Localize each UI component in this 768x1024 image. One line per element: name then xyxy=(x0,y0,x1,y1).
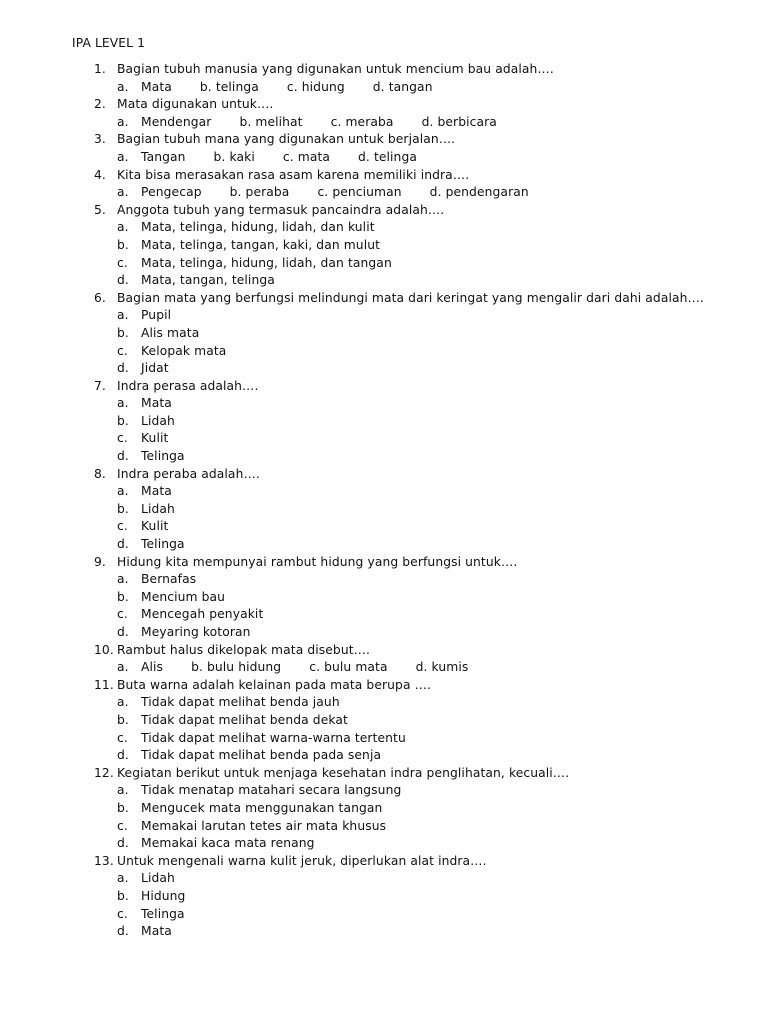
question-text: Indra perasa adalah…. xyxy=(117,378,259,393)
question-line xyxy=(0,290,768,308)
question-number: 9. xyxy=(94,554,106,569)
question-item xyxy=(0,677,768,765)
question-text: Buta warna adalah kelainan pada mata berupa …. xyxy=(117,677,431,692)
question-item xyxy=(0,765,768,853)
option-letter: b. xyxy=(117,501,129,516)
option-text: Alis xyxy=(141,660,164,675)
question-text: Bagian mata yang berfungsi melindungi mata dari keringat yang mengalir dari dahi adalah…. xyxy=(117,290,704,305)
option-text: Telinga xyxy=(141,449,185,464)
option-item xyxy=(0,307,768,325)
question-number: 12. xyxy=(94,765,114,780)
option-letter: b. xyxy=(117,888,129,903)
option-item: c. hidung xyxy=(286,79,345,94)
option-item xyxy=(0,571,768,589)
question-text: Rambut halus dikelopak mata disebut…. xyxy=(117,642,371,657)
question-number: 5. xyxy=(94,202,106,217)
option-item xyxy=(0,360,768,378)
option-item xyxy=(0,589,768,607)
option-letter: d. xyxy=(117,748,129,763)
option-item xyxy=(117,149,186,167)
option-letter: c. xyxy=(117,818,128,833)
option-item xyxy=(117,114,211,132)
option-item xyxy=(117,184,202,202)
option-item xyxy=(0,237,768,255)
option-item xyxy=(0,272,768,290)
question-text: Bagian tubuh mana yang digunakan untuk berjalan…. xyxy=(117,132,456,147)
inline-options xyxy=(117,79,433,97)
question-line xyxy=(0,202,768,220)
option-text: Kulit xyxy=(141,431,169,446)
option-item xyxy=(0,255,768,273)
option-item xyxy=(0,483,768,501)
inline-options xyxy=(117,114,497,132)
option-text: Pengecap xyxy=(141,185,202,200)
option-item xyxy=(0,747,768,765)
option-letter: a. xyxy=(117,308,129,323)
option-item: d. tangan xyxy=(372,79,433,94)
option-item: b. telinga xyxy=(199,79,259,94)
question-text: Kita bisa merasakan rasa asam karena memiliki indra…. xyxy=(117,167,470,182)
option-text: Kulit xyxy=(141,519,169,534)
option-text: Meyaring kotoran xyxy=(141,625,251,639)
option-text: Memakai larutan tetes air mata khusus xyxy=(141,818,387,833)
option-letter: a. xyxy=(117,484,129,499)
option-letter: a. xyxy=(117,695,129,710)
question-line xyxy=(0,96,768,114)
option-letter: a. xyxy=(117,871,129,886)
option-item xyxy=(0,395,768,413)
option-letter: d. xyxy=(117,273,129,288)
question-number: 13. xyxy=(94,853,114,868)
option-letter: b. xyxy=(117,589,129,604)
inline-options xyxy=(117,659,468,677)
options-inline-line xyxy=(0,659,768,677)
question-line xyxy=(0,466,768,484)
option-text: Bernafas xyxy=(141,572,197,587)
option-item: d. berbicara xyxy=(421,114,497,129)
option-letter: c. xyxy=(117,607,128,622)
option-text: Mata, telinga, hidung, lidah, dan kulit xyxy=(141,220,375,235)
question-text: Bagian tubuh manusia yang digunakan untuk mencium bau adalah…. xyxy=(117,62,554,76)
option-text: Mendengar xyxy=(141,114,212,129)
question-item xyxy=(0,378,768,466)
option-item xyxy=(0,624,768,642)
option-item xyxy=(0,219,768,237)
question-number: 2. xyxy=(94,97,106,112)
question-list xyxy=(0,61,768,941)
question-text: Kegiatan berikut untuk menjaga kesehatan indra penglihatan, kecuali…. xyxy=(117,765,570,780)
option-text: Tidak dapat melihat warna-warna tertentu xyxy=(141,730,406,745)
option-text: Mata, telinga, tangan, kaki, dan mulut xyxy=(141,237,381,252)
question-item xyxy=(0,466,768,554)
option-text: Mata xyxy=(141,79,172,94)
question-item xyxy=(0,167,768,202)
option-text: Mencegah penyakit xyxy=(141,607,264,622)
option-letter: a. xyxy=(117,149,129,164)
option-text: Mata xyxy=(141,484,172,499)
question-number: 6. xyxy=(94,290,106,305)
question-line xyxy=(0,131,768,149)
options-inline-line xyxy=(0,184,768,202)
question-line xyxy=(0,378,768,396)
option-text: Mata xyxy=(141,924,172,939)
option-text: Hidung xyxy=(141,888,186,903)
inline-options xyxy=(117,149,417,167)
option-item xyxy=(0,448,768,466)
question-text: Untuk mengenali warna kulit jeruk, diperlukan alat indra…. xyxy=(117,853,487,868)
option-item xyxy=(0,606,768,624)
option-letter: b. xyxy=(117,800,129,815)
option-letter: d. xyxy=(117,361,129,376)
question-text: Indra peraba adalah…. xyxy=(117,466,260,481)
option-item xyxy=(0,413,768,431)
option-item xyxy=(0,325,768,343)
question-text: Mata digunakan untuk…. xyxy=(117,97,274,112)
question-item xyxy=(0,61,768,96)
option-item: c. bulu mata xyxy=(309,660,388,675)
option-item xyxy=(0,501,768,519)
question-number: 8. xyxy=(94,466,106,481)
question-item xyxy=(0,554,768,642)
option-item: c. meraba xyxy=(330,114,394,129)
option-item xyxy=(117,659,163,677)
option-letter: c. xyxy=(117,730,128,745)
option-text: Mata, telinga, hidung, lidah, dan tangan xyxy=(141,255,392,270)
option-item: d. kumis xyxy=(415,660,469,675)
option-text: Jidat xyxy=(141,361,169,376)
option-item xyxy=(0,536,768,554)
options-inline-line xyxy=(0,114,768,132)
option-item xyxy=(0,870,768,888)
option-letter: c. xyxy=(117,519,128,534)
option-letter: a. xyxy=(117,114,129,129)
option-letter: d. xyxy=(117,625,129,639)
option-text: Lidah xyxy=(141,413,175,428)
question-item xyxy=(0,853,768,941)
question-number: 3. xyxy=(94,132,106,147)
option-letter: d. xyxy=(117,836,129,851)
option-item xyxy=(0,730,768,748)
option-text: Kelopak mata xyxy=(141,343,227,358)
option-item xyxy=(0,343,768,361)
option-item xyxy=(117,79,172,97)
option-text: Pupil xyxy=(141,308,172,323)
option-letter: b. xyxy=(117,237,129,252)
option-item xyxy=(0,694,768,712)
option-letter: c. xyxy=(117,906,128,921)
question-line xyxy=(0,554,768,572)
option-letter: b. xyxy=(117,325,129,340)
option-item: b. kaki xyxy=(213,149,255,164)
option-text: Tidak dapat melihat benda pada senja xyxy=(141,748,382,763)
option-letter: a. xyxy=(117,79,129,94)
question-item xyxy=(0,290,768,378)
question-line xyxy=(0,167,768,185)
option-item xyxy=(0,888,768,906)
option-text: Telinga xyxy=(141,537,185,552)
question-line xyxy=(0,765,768,783)
question-number: 11. xyxy=(94,677,114,692)
option-item xyxy=(0,835,768,853)
option-text: Memakai kaca mata renang xyxy=(141,836,315,851)
question-number: 10. xyxy=(94,642,114,657)
option-item: b. peraba xyxy=(229,185,290,200)
option-letter: a. xyxy=(117,396,129,411)
option-letter: d. xyxy=(117,537,129,552)
option-text: Mencium bau xyxy=(141,589,226,604)
option-item xyxy=(0,800,768,818)
option-item: c. mata xyxy=(282,149,331,164)
option-text: Mata, tangan, telinga xyxy=(141,273,275,288)
question-line xyxy=(0,61,768,79)
option-letter: c. xyxy=(117,255,128,270)
option-item xyxy=(0,818,768,836)
question-text: Hidung kita mempunyai rambut hidung yang berfungsi untuk…. xyxy=(117,554,518,569)
option-item: b. bulu hidung xyxy=(191,660,282,675)
option-letter: b. xyxy=(117,413,129,428)
option-letter: d. xyxy=(117,924,129,939)
question-item xyxy=(0,96,768,131)
option-item: d. telinga xyxy=(358,149,417,164)
option-item: c. penciuman xyxy=(317,185,402,200)
option-letter: c. xyxy=(117,343,128,358)
option-item xyxy=(0,712,768,730)
option-item xyxy=(0,782,768,800)
option-text: Tidak dapat melihat benda jauh xyxy=(141,695,340,710)
option-text: Alis mata xyxy=(141,325,200,340)
option-item xyxy=(0,518,768,536)
option-text: Mata xyxy=(141,396,172,411)
option-text: Tangan xyxy=(141,149,186,164)
question-number: 1. xyxy=(94,62,106,76)
option-letter: a. xyxy=(117,660,129,675)
question-item xyxy=(0,642,768,677)
document-title: IPA LEVEL 1 xyxy=(72,36,146,50)
options-inline-line xyxy=(0,79,768,97)
option-letter: a. xyxy=(117,220,129,235)
option-text: Mengucek mata menggunakan tangan xyxy=(141,800,383,815)
option-text: Lidah xyxy=(141,501,175,516)
options-inline-line xyxy=(0,149,768,167)
option-letter: d. xyxy=(117,449,129,464)
option-letter: a. xyxy=(117,783,129,798)
option-letter: c. xyxy=(117,431,128,446)
question-line xyxy=(0,677,768,695)
question-text: Anggota tubuh yang termasuk pancaindra adalah…. xyxy=(117,202,445,217)
option-item: b. melihat xyxy=(239,114,303,129)
option-item: d. pendengaran xyxy=(429,185,529,200)
question-item xyxy=(0,202,768,290)
option-item xyxy=(0,923,768,941)
question-number: 7. xyxy=(94,378,106,393)
question-line xyxy=(0,642,768,660)
question-line xyxy=(0,853,768,871)
question-item xyxy=(0,131,768,166)
option-text: Tidak dapat melihat benda dekat xyxy=(141,712,348,727)
inline-options xyxy=(117,184,529,202)
option-text: Telinga xyxy=(141,906,185,921)
question-number: 4. xyxy=(94,167,106,182)
option-letter: a. xyxy=(117,185,129,200)
option-text: Tidak menatap matahari secara langsung xyxy=(141,783,402,798)
option-text: Lidah xyxy=(141,871,175,886)
option-item xyxy=(0,430,768,448)
option-item xyxy=(0,906,768,924)
option-letter: a. xyxy=(117,572,129,587)
option-letter: b. xyxy=(117,712,129,727)
